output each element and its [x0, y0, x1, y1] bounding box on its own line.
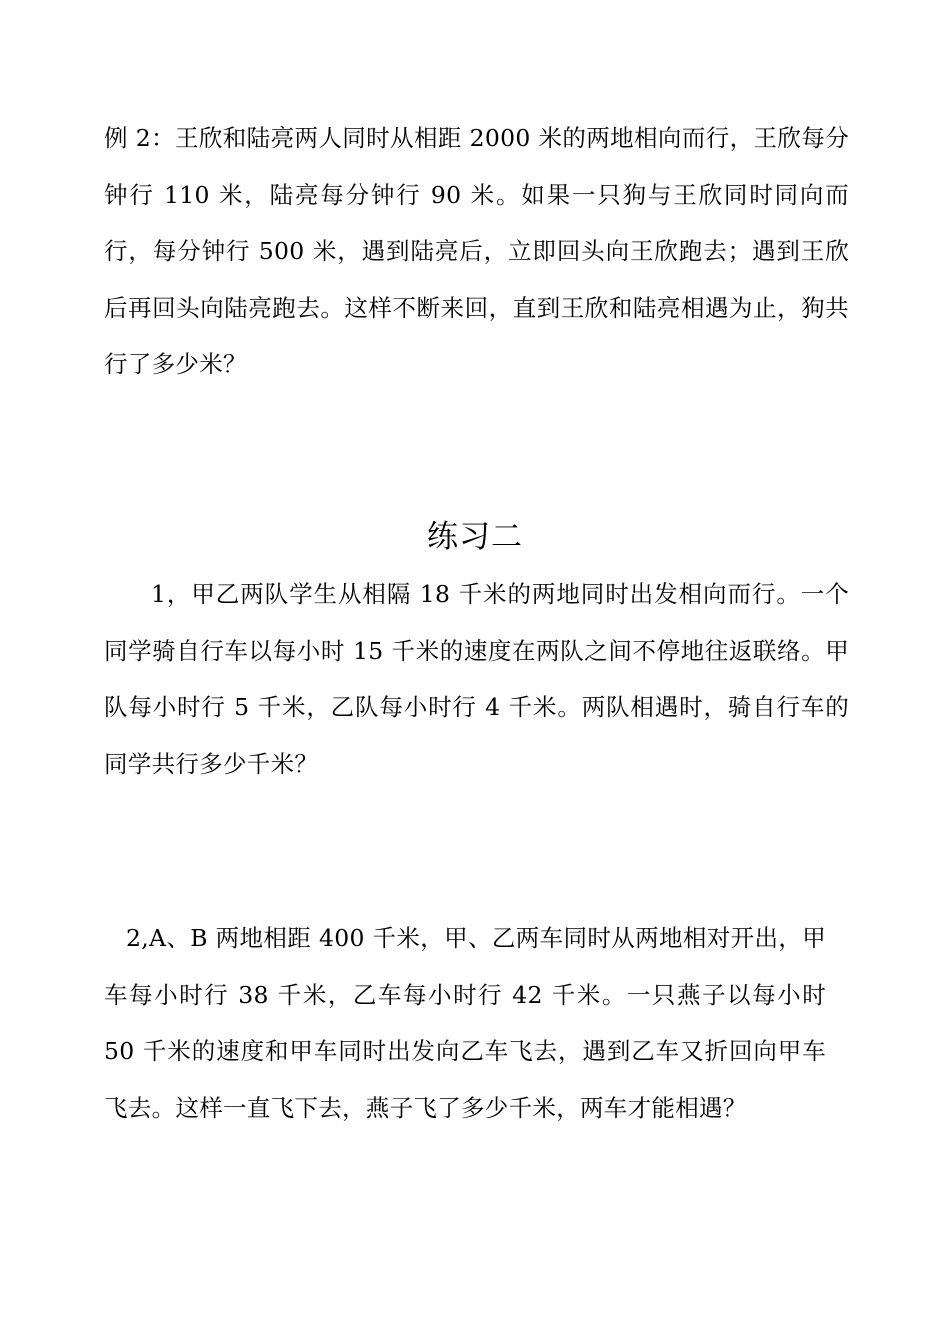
exercise-question-1: 1，甲乙两队学生从相隔 18 千米的两地同时出发相向而行。一个同学骑自行车以每小时 15 千米的速度在两队之间不停地往返联络。甲队每小时行 5 千米，乙队每小时行 4 千米。两队相遇时，骑自行车的同学共行多少千米？ [104, 580, 849, 778]
exercise-title: 练习二 [427, 519, 523, 555]
exercise-question-2: 2,A、B 两地相距 400 千米，甲、乙两车同时从两地相对开出，甲车每小时行 38 千米，乙车每小时行 42 千米。一只燕子以每小时 50 千米的速度和甲车同时出发向乙车飞去，遇到乙车又折回向甲车飞去。这样一直飞下去，燕子飞了多少千米，两车才能相遇？ [104, 924, 826, 1122]
example-problem-paragraph: 例 2：王欣和陆亮两人同时从相距 2000 米的两地相向而行，王欣每分钟行 110 米，陆亮每分钟行 90 米。如果一只狗与王欣同时同向而行，每分钟行 500 米，遇到陆亮后，立即回头向王欣跑去；遇到王欣后再回头向陆亮跑去。这样不断来回，直到王欣和陆亮相遇为止，狗共行了多少米？ [104, 124, 849, 378]
